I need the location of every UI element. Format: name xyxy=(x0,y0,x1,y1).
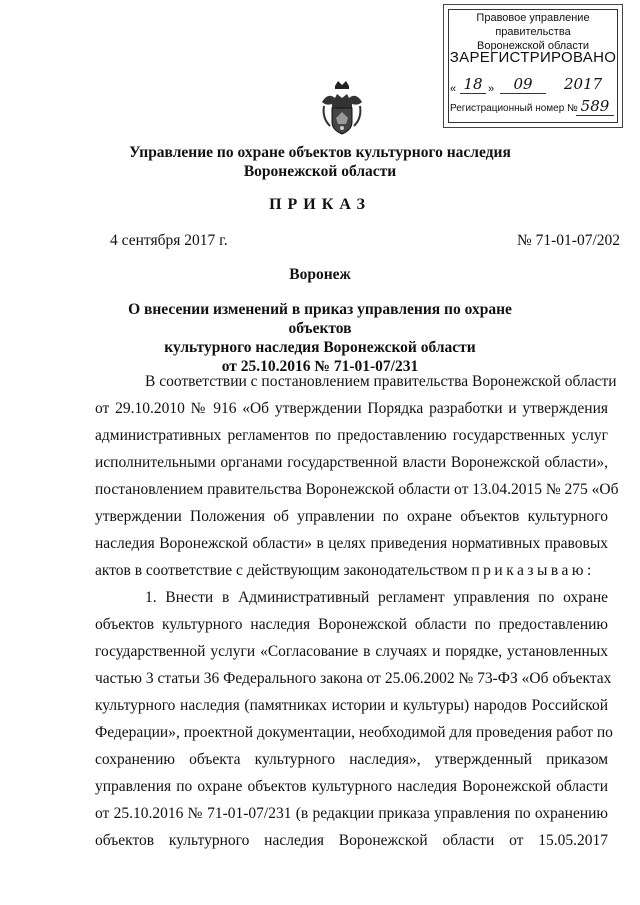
organization-name xyxy=(90,143,550,181)
item1-line: объектов культурного наследия Воронежской области по предоставлению xyxy=(95,616,608,633)
stamp-date-month: 09 xyxy=(500,75,546,94)
item1-line: объектов культурного наследия Воронежской области от 15.05.2017 xyxy=(95,832,608,849)
item1-line: от 25.10.2016 № 71-01-07/231 (в редакции приказа управления по охранению xyxy=(95,805,608,822)
body-line: исполнительными органами государственной власти Воронежской области», xyxy=(95,454,608,471)
document-city: Воронеж xyxy=(289,266,351,283)
body-line: постановлением правительства Воронежской области от 13.04.2015 № 275 «Об xyxy=(95,481,619,498)
quote-mark: » xyxy=(488,83,495,95)
document-title xyxy=(100,300,540,376)
document-body xyxy=(95,371,619,857)
title-line2: культурного наследия Воронежской области xyxy=(164,339,476,356)
body-line: административных регламентов по предоставлению государственных услуг xyxy=(95,427,608,444)
organization-name-line2: Воронежской области xyxy=(243,163,397,180)
title-line3: от 25.10.2016 № 71-01-07/231 xyxy=(221,358,419,375)
item1-line: 1. Внести в Административный регламент управления по охране xyxy=(145,589,608,606)
stamp-registration-number: 589 xyxy=(576,97,614,116)
document-number: № 71-01-07/202 xyxy=(516,232,620,249)
stamp-registered-text: ЗАРЕГИСТРИРОВАНО xyxy=(449,49,617,66)
body-line-with-command xyxy=(95,560,608,587)
document-date: 4 сентября 2017 г. xyxy=(110,232,228,249)
body-line: В соответствии с постановлением правительства Воронежской области xyxy=(145,373,617,390)
stamp-department xyxy=(444,11,622,53)
item1-line: культурного наследия (памятниках истории и культуры) народов Российской xyxy=(95,697,608,714)
item1-line: государственной услуги «Согласование в случаях и порядке, установленных xyxy=(95,643,608,660)
stamp-department-line2: Воронежской области xyxy=(476,40,589,52)
title-line1: О внесении изменений в приказ управления по охране объектов xyxy=(128,301,512,337)
stamp-date-year: 2017 xyxy=(564,75,603,93)
document-type: ПРИКАЗ xyxy=(269,196,371,213)
body-line: от 29.10.2010 № 916 «Об утверждении Порядка разработки и утверждения xyxy=(95,400,608,417)
command-word: приказываю: xyxy=(471,562,595,579)
stamp-date-row xyxy=(450,77,616,97)
stamp-registration-row xyxy=(450,97,618,115)
coat-of-arms-icon xyxy=(318,78,366,138)
stamp-registration-label: Регистрационный номер № xyxy=(450,103,578,114)
item1-line: частью 3 статьи 36 Федерального закона от 25.06.2002 № 73-ФЗ «Об объектах xyxy=(95,670,612,687)
body-line: утверждении Положения об управлении по охране объектов культурного xyxy=(95,508,608,525)
body-line: наследия Воронежской области» в целях приведения нормативных правовых xyxy=(95,535,608,552)
item1-line: управления по охране объектов культурного наследия Воронежской области xyxy=(95,778,608,795)
item1-line: сохранению объекта культурного наследия», утвержденный приказом xyxy=(95,751,608,768)
organization-name-line1: Управление по охране объектов культурного наследия xyxy=(129,144,511,161)
stamp-department-line1: Правовое управление правительства xyxy=(476,12,590,38)
item1-line: Федерации», проектной документации, необходимой для проведения работ по xyxy=(95,724,613,741)
quote-mark: « xyxy=(450,83,457,95)
registration-stamp xyxy=(443,4,623,128)
body-line: актов в соответствие с действующим законодательством xyxy=(95,562,468,579)
stamp-date-day: 18 xyxy=(460,75,486,94)
